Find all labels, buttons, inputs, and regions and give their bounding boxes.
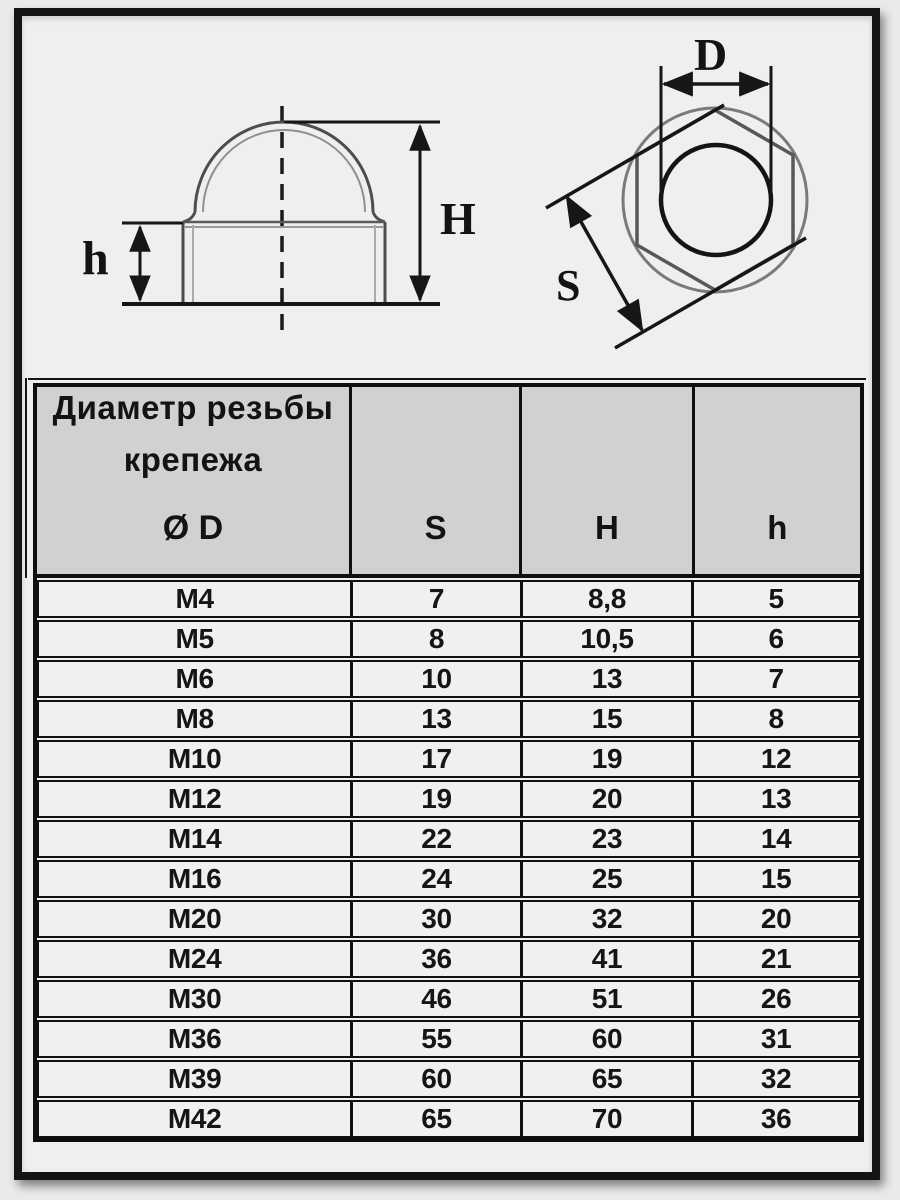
header-title-line2: крепежа (123, 441, 263, 478)
table-cell-h: 36 (691, 1102, 858, 1136)
base-inner-lines (193, 225, 375, 302)
table-cell-s: 46 (350, 982, 520, 1016)
table-cell-s: 65 (350, 1102, 520, 1136)
table-cell-H: 32 (520, 902, 692, 936)
header-cell-H: H (519, 387, 691, 574)
table-row (37, 860, 860, 898)
table-cell-s: 7 (350, 582, 520, 616)
photo-frame (14, 8, 880, 1180)
table-cell-s: 22 (350, 822, 520, 856)
table-cell-h: 8 (691, 702, 858, 736)
side-view (82, 106, 476, 334)
table-cell-h: 15 (691, 862, 858, 896)
table-row (37, 660, 860, 698)
table-row (37, 620, 860, 658)
table-cell-h: 6 (691, 622, 858, 656)
outer-circle (623, 108, 807, 292)
table-cell-d: М6 (175, 663, 214, 694)
table-cell-d: М30 (167, 983, 222, 1014)
table-cell-H: 8,8 (520, 582, 692, 616)
table-cell-d: М20 (167, 903, 222, 934)
table-cell-H: 10,5 (520, 622, 692, 656)
table-cell-s: 24 (350, 862, 520, 896)
D-extension-lines (661, 66, 771, 208)
header-title-line1: Диаметр резьбы (52, 389, 334, 426)
D-dimension-label: D (694, 29, 728, 80)
table-cell-d: М14 (167, 823, 222, 854)
dimensions-table (33, 383, 864, 1142)
table-cell-H: 15 (520, 702, 692, 736)
table-cell-d: М16 (167, 863, 222, 894)
h-dimension-label: h (82, 232, 109, 285)
S-tangent-line-upper (546, 105, 724, 208)
table-cell-H: 13 (520, 662, 692, 696)
table-cell-h: 20 (691, 902, 858, 936)
table-cell-s: 10 (350, 662, 520, 696)
header-title-line3: Ø D (162, 509, 224, 547)
thread-hole-circle (661, 145, 771, 255)
S-dimension-label: S (556, 261, 581, 310)
table-cell-H: 60 (520, 1022, 692, 1056)
table-left-rule (25, 378, 27, 578)
table-cell-s: 17 (350, 742, 520, 776)
header-cell-S: S (349, 387, 519, 574)
table-cell-H: 41 (520, 942, 692, 976)
table-cell-d: М39 (167, 1063, 222, 1094)
table-cell-h: 14 (691, 822, 858, 856)
H-dimension-label: H (440, 193, 476, 244)
table-cell-s: 8 (350, 622, 520, 656)
dome-outline (195, 122, 373, 212)
table-cell-h: 12 (691, 742, 858, 776)
table-row (37, 780, 860, 818)
table-row (37, 1020, 860, 1058)
table-cell-d: М36 (167, 1023, 222, 1054)
table-cell-H: 65 (520, 1062, 692, 1096)
table-cell-s: 13 (350, 702, 520, 736)
table-row (37, 940, 860, 978)
table-cell-H: 51 (520, 982, 692, 1016)
table-row (37, 820, 860, 858)
flange-left (183, 212, 195, 222)
table-cell-h: 31 (691, 1022, 858, 1056)
table-cell-H: 23 (520, 822, 692, 856)
table-header-row (37, 387, 860, 578)
content-area (22, 16, 872, 1172)
table-cell-s: 55 (350, 1022, 520, 1056)
table-row (37, 580, 860, 618)
table-cell-s: 60 (350, 1062, 520, 1096)
table-cell-H: 20 (520, 782, 692, 816)
table-cell-h: 5 (691, 582, 858, 616)
table-row (37, 1060, 860, 1098)
table-cell-s: 36 (350, 942, 520, 976)
top-view (546, 29, 807, 348)
header-cell-diameter (37, 387, 349, 574)
table-cell-h: 21 (691, 942, 858, 976)
table-cell-d: М5 (175, 623, 214, 654)
table-top-rule (28, 378, 866, 380)
table-cell-d: М42 (167, 1103, 222, 1134)
table-cell-h: 13 (691, 782, 858, 816)
table-cell-h: 32 (691, 1062, 858, 1096)
cap-nut-drawing (22, 16, 872, 376)
table-body (37, 580, 860, 1138)
table-cell-d: М12 (167, 783, 222, 814)
header-cell-h: h (692, 387, 860, 574)
flange-right (373, 212, 385, 222)
table-cell-h: 7 (691, 662, 858, 696)
table-cell-d: М4 (175, 583, 214, 614)
table-cell-s: 19 (350, 782, 520, 816)
table-cell-d: М10 (167, 743, 222, 774)
table-cell-d: М8 (175, 703, 214, 734)
table-row (37, 900, 860, 938)
table-cell-s: 30 (350, 902, 520, 936)
table-cell-H: 19 (520, 742, 692, 776)
table-cell-H: 70 (520, 1102, 692, 1136)
table-row (37, 700, 860, 738)
table-cell-H: 25 (520, 862, 692, 896)
table-row (37, 740, 860, 778)
table-row (37, 1100, 860, 1138)
table-cell-d: М24 (167, 943, 222, 974)
table-cell-h: 26 (691, 982, 858, 1016)
table-row (37, 980, 860, 1018)
